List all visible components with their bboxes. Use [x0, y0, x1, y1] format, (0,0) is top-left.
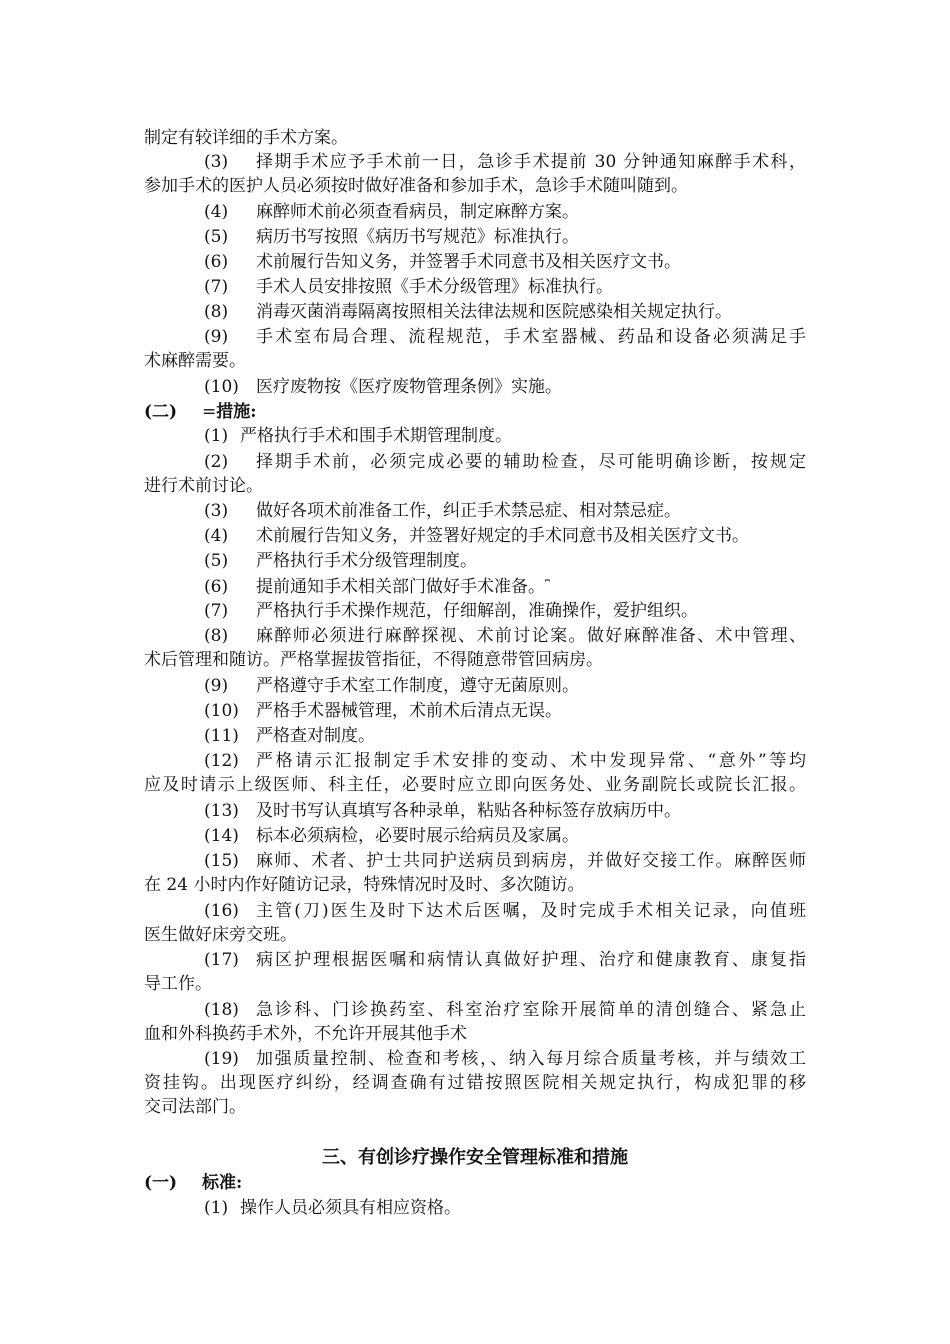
list-item: (7) 手术人员安排按照《手术分级管理》标准执行。 [204, 277, 613, 297]
section-marker: (一) [144, 1173, 178, 1193]
paragraph-line: 制定有较详细的手术方案。 [144, 128, 348, 148]
list-item: (10) 医疗废物按《医疗废物管理条例》实施。 [204, 377, 562, 397]
stray-mark: = [202, 402, 217, 422]
item-number: (4) [204, 526, 229, 546]
list-item: (3) 择期手术应予手术前一日，急诊手术提前 30 分钟通知麻醉手术科， [204, 152, 806, 172]
item-number: (12) [204, 751, 239, 771]
paragraph-line: 交司法部门。 [144, 1097, 246, 1117]
section-heading [144, 1171, 242, 1195]
item-number: (8) [204, 626, 229, 646]
item-number: (18) [204, 1000, 239, 1020]
section-title: 三、有创诊疗操作安全管理标准和措施 [322, 1147, 628, 1168]
item-number: (9) [204, 327, 229, 347]
list-item: (5) 严格执行手术分级管理制度。 [204, 551, 477, 571]
item-number: (7) [204, 601, 229, 621]
item-number: (5) [204, 551, 229, 571]
item-number: (13) [204, 801, 239, 821]
paragraph-line: 术麻醉需要。 [144, 351, 246, 371]
list-item: (6) 术前履行告知义务，并签署手术同意书及相关医疗文书。 [204, 252, 681, 272]
list-item: (11) 严格查对制度。 [204, 726, 375, 746]
list-item: (7) 严格执行手术操作规范，仔细解剖，准确操作，爱护组织。 [204, 601, 698, 621]
item-number: (14) [204, 826, 239, 846]
item-number: (10) [204, 701, 239, 721]
list-item: (6) 提前通知手术相关部门做好手术准备。⎴ [204, 577, 550, 597]
list-item: (8) 麻醉师必须进行麻醉探视、术前讨论案。做好麻醉准备、术中管理、 [204, 626, 806, 646]
list-item: (9) 手术室布局合理、流程规范，手术室器械、药品和设备必须满足手 [204, 327, 806, 347]
list-item: (18) 急诊科、门诊换药室、科室治疗室除开展简单的清创缝合、紧急止 [204, 1000, 806, 1020]
paragraph-line: 进行术前讨论。 [144, 476, 263, 496]
item-number: (6) [204, 252, 229, 272]
paragraph-line: 术后管理和随访。严格掌握拔管指征，不得随意带管回病房。 [144, 650, 603, 670]
item-number: (17) [204, 950, 239, 970]
list-item: (15) 麻师、术者、护士共同护送病员到病房，并做好交接工作。麻醉医师 [204, 851, 806, 871]
item-number: (9) [204, 676, 229, 696]
paragraph-line: 血和外科换药手术外，不允许开展其他手术 [144, 1024, 467, 1044]
item-number: (7) [204, 277, 229, 297]
list-item: (17) 病区护理根据医嘱和病情认真做好护理、治疗和健康教育、康复指 [204, 950, 806, 970]
list-item: (1) 操作人员必须具有相应资格。 [204, 1198, 461, 1218]
list-item: (1) 严格执行手术和围手术期管理制度。 [204, 426, 512, 446]
list-item: (9) 严格遵守手术室工作制度，遵守无菌原则。 [204, 676, 579, 696]
item-number: (15) [204, 851, 239, 871]
paragraph-line: 参加手术的医护人员必须按时做好准备和参加手术，急诊手术随叫随到。 [144, 176, 688, 196]
item-number: (2) [204, 452, 229, 472]
item-number: (1) [204, 1198, 229, 1218]
item-number: (10) [204, 377, 239, 397]
section-heading-text: 措施: [216, 402, 257, 422]
paragraph-line: 医生做好床旁交班。 [144, 925, 297, 945]
list-item: (10) 严格手术器械管理，术前术后清点无误。 [204, 701, 562, 721]
list-item: (14) 标本必须病检，必要时展示给病员及家属。 [204, 826, 579, 846]
paragraph-line: 导工作。 [144, 974, 212, 994]
list-item: (2) 择期手术前，必须完成必要的辅助检查，尽可能明确诊断，按规定 [204, 452, 806, 472]
list-item: (8) 消毒灭菌消毒隔离按照相关法律法规和医院感染相关规定执行。 [204, 302, 732, 322]
item-number: (4) [204, 202, 229, 222]
editing-mark-icon: ⎴ [545, 579, 550, 593]
list-item: (16) 主管(刀)医生及时下达术后医嘱，及时完成手术相关记录，向值班 [204, 901, 806, 921]
item-number: (11) [204, 726, 239, 746]
item-number: (8) [204, 302, 229, 322]
paragraph-line: 在 24 小时内作好随访记录，特殊情况时及时、多次随访。 [144, 875, 585, 895]
section-heading-text: 标准: [202, 1173, 243, 1193]
item-number: (3) [204, 501, 229, 521]
list-item: (5) 病历书写按照《病历书写规范》标准执行。 [204, 227, 579, 247]
list-item: (4) 麻醉师术前必须查看病员，制定麻醉方案。 [204, 202, 579, 222]
item-number: (19) [204, 1049, 239, 1069]
item-number: (1) [204, 426, 229, 446]
item-number: (16) [204, 901, 239, 921]
item-number: (3) [204, 152, 229, 172]
paragraph-line: 资挂钩。出现医疗纠纷，经调查确有过错按照医院相关规定执行，构成犯罪的移 [144, 1073, 806, 1093]
item-number: (5) [204, 227, 229, 247]
list-item: (12) 严格请示汇报制定手术安排的变动、术中发现异常、“意外”等均 [204, 751, 806, 771]
list-item: (4) 术前履行告知义务，并签署好规定的手术同意书及相关医疗文书。 [204, 526, 749, 546]
list-item: (13) 及时书写认真填写各种录单，粘贴各种标签存放病历中。 [204, 801, 681, 821]
item-number: (6) [204, 577, 229, 597]
paragraph-line: 应及时请示上级医师、科主任，必要时应立即向医务处、业务副院长或院长汇报。 [144, 775, 806, 795]
list-item: (19) 加强质量控制、检查和考核，、纳入每月综合质量考核，并与绩效工 [204, 1049, 806, 1069]
section-marker: (二) [144, 402, 178, 422]
section-heading [144, 400, 257, 424]
list-item: (3) 做好各项术前准备工作，纠正手术禁忌症、相对禁忌症。 [204, 501, 681, 521]
